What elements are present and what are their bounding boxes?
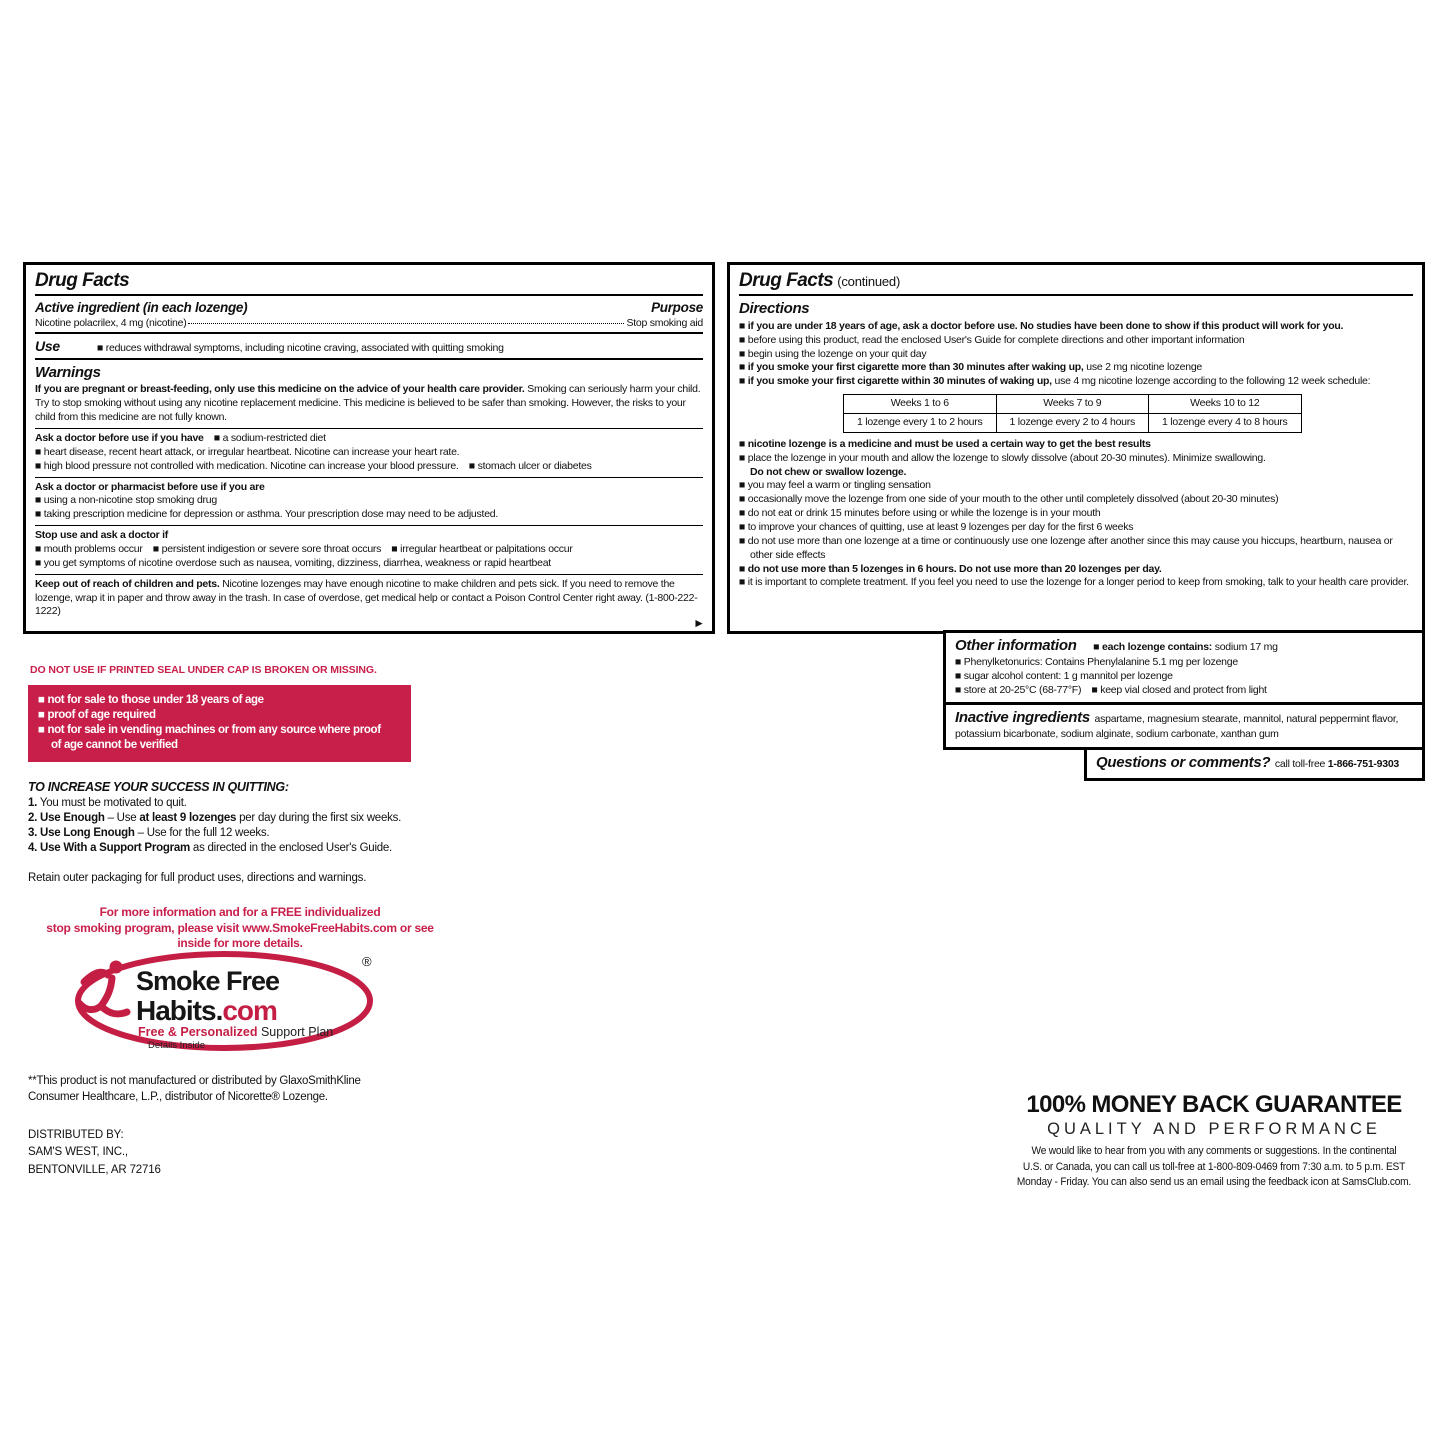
registered-mark: ®	[362, 954, 372, 969]
direction-item: ■ if you smoke your first cigarette within 30 minutes of waking up, use 4 mg nicotine lozenge according to the following 12 week schedule:	[739, 375, 1371, 388]
success-tips-section	[28, 779, 401, 857]
questions-box	[1084, 747, 1425, 781]
logo-habits-text: Habits.com	[136, 995, 277, 1026]
schedule-header-cell: Weeks 7 to 9	[996, 395, 1149, 414]
age-restriction-box	[28, 685, 411, 762]
divider	[35, 428, 703, 429]
logo-com-text: com	[222, 995, 277, 1026]
schedule-header-cell: Weeks 10 to 12	[1149, 395, 1302, 414]
manufacturer-disclaimer	[28, 1073, 361, 1105]
guarantee-body-line: Monday - Friday. You can also send us an email using the feedback icon at SamsClub.com.	[1016, 1176, 1412, 1189]
keep-out-of-reach-text: Keep out of reach of children and pets. Nicotine lozenges may have enough nicotine to make children and pets sick. If you need to remove the lozenge, wrap it in paper and throw away in the trash. In case of overdose, get medical help or contact a Poison Control Center right away. (1-800-222-1222)	[35, 577, 698, 618]
direction-item-continuation: Do not chew or swallow lozenge.	[750, 465, 907, 478]
use-heading: Use	[35, 337, 60, 354]
other-information-line: ■ sugar alcohol content: 1 g mannitol per lozenge	[955, 669, 1173, 682]
ask-doctor-line: Ask a doctor before use if you have ■ a sodium-restricted diet	[35, 431, 326, 444]
divider	[739, 294, 1413, 296]
success-tip-item: 2. Use Enough – Use at least 9 lozenges per day during the first six weeks.	[28, 811, 402, 824]
divider	[35, 294, 703, 296]
ask-doctor-line: ■ heart disease, recent heart attack, or irregular heartbeat. Nicotine can increase your heart rate.	[35, 445, 460, 458]
runner-head	[110, 961, 123, 974]
ask-doctor-line: ■ high blood pressure not controlled with medication. Nicotine can increase your blood pressure. ■ stomach ulcer or diabetes	[35, 459, 592, 472]
success-tip-item: 3. Use Long Enough – Use for the full 12 weeks.	[28, 827, 270, 840]
promo-line: For more information and for a FREE individualized	[99, 905, 381, 919]
continue-arrow-icon: ►	[693, 616, 705, 630]
divider	[35, 358, 703, 360]
direction-item: ■ begin using the lozenge on your quit day	[739, 347, 927, 360]
runner-icon	[79, 972, 127, 1014]
toll-free-number: 1-866-751-9303	[1327, 758, 1400, 771]
other-information-heading: Other information	[955, 637, 1077, 654]
retain-packaging-note: Retain outer packaging for full product uses, directions and warnings.	[28, 872, 367, 884]
purpose-value: Stop smoking aid	[626, 316, 703, 329]
dot-leader	[188, 323, 624, 324]
distributor-line: SAM'S WEST, INC.,	[28, 1146, 128, 1159]
direction-item: ■ do not eat or drink 15 minutes before using or while the lozenge is in your mouth	[739, 507, 1101, 520]
schedule-value-cell: 1 lozenge every 2 to 4 hours	[996, 414, 1149, 433]
drug-facts-title: Drug Facts	[35, 270, 130, 291]
supplementary-boxes	[943, 630, 1425, 781]
active-ingredient-heading: Active ingredient (in each lozenge)	[35, 300, 248, 316]
active-ingredient-name: Nicotine polacrilex, 4 mg (nicotine)	[35, 316, 187, 329]
manufacturer-disclaimer-line: Consumer Healthcare, L.P., distributor of Nicorette® Lozenge.	[28, 1091, 328, 1104]
distributor-line: DISTRIBUTED BY:	[28, 1129, 124, 1141]
stop-use-line: ■ mouth problems occur ■ persistent indigestion or severe sore throat occurs ■ irregular heartbeat or palpitations occur	[35, 543, 573, 555]
guarantee-title: 100% MONEY BACK GUARANTEE	[1026, 1091, 1402, 1118]
logo-smokefree-text: Smoke Free	[136, 966, 280, 996]
ask-pharmacist-line: ■ taking prescription medicine for depression or asthma. Your prescription dose may need to be adjusted.	[35, 508, 499, 521]
directions-heading: Directions	[739, 300, 810, 318]
promo-line: stop smoking program, please visit www.SmokeFreeHabits.com or see	[46, 920, 434, 935]
distributor-info	[28, 1127, 161, 1179]
success-tip-item: 4. Use With a Support Program as directed in the enclosed User's Guide.	[28, 842, 392, 855]
direction-item: ■ to improve your chances of quitting, use at least 9 lozenges per day for the first 6 weeks	[739, 521, 1134, 534]
logo-tagline-black: Support Plan	[257, 1025, 334, 1039]
success-tips-heading: TO INCREASE YOUR SUCCESS IN QUITTING:	[28, 780, 289, 794]
inactive-ingredients-text: aspartame, magnesium stearate, mannitol, natural peppermint flavor, potassium bicarbonate, sodium alginate, sodium carbonate, xanthan gum	[955, 713, 1399, 741]
logo-tagline: Free & Personalized Support Plan	[138, 1025, 334, 1039]
drug-facts-panel	[23, 262, 715, 634]
ask-pharmacist-line: ■ using a non-nicotine stop smoking drug	[35, 494, 217, 507]
seal-warning-text: DO NOT USE IF PRINTED SEAL UNDER CAP IS BROKEN OR MISSING.	[30, 664, 377, 676]
ask-pharmacist-line: Ask a doctor or pharmacist before use if you are	[35, 480, 265, 493]
direction-item: ■ nicotine lozenge is a medicine and must be used a certain way to get the best results	[739, 437, 1151, 450]
direction-item: ■ it is important to complete treatment. If you feel you need to use the lozenge for a longer period to keep from smoking, talk to your health care provider.	[739, 576, 1409, 589]
stop-use-line: Stop use and ask a doctor if	[35, 529, 169, 542]
age-restriction-line: ■ not for sale to those under 18 years of age	[38, 694, 264, 706]
direction-item: ■ you may feel a warm or tingling sensation	[739, 479, 931, 492]
questions-text: call toll-free	[1272, 758, 1328, 771]
other-information-line: ■ each lozenge contains: sodium 17 mg	[1093, 641, 1278, 653]
other-information-line: ■ Phenylketonurics: Contains Phenylalanine 5.1 mg per lozenge	[955, 655, 1238, 668]
direction-item: ■ before using this product, read the enclosed User's Guide for complete directions and other important information	[739, 333, 1245, 346]
age-restriction-line: of age cannot be verified	[51, 738, 178, 751]
divider	[35, 574, 703, 575]
promo-line: inside for more details.	[177, 936, 303, 951]
guarantee-body	[1015, 1144, 1414, 1191]
warnings-intro: If you are pregnant or breast-feeding, only use this medicine on the advice of your health care provider. Smoking can seriously harm your child. Try to stop smoking without using any nicotine replacement medicine. This medicine is believed to be safer than smoking. However, the risks to your child from this medicine are not fully known.	[35, 383, 701, 424]
other-information-box	[943, 630, 1425, 705]
manufacturer-disclaimer-line: **This product is not manufactured or distributed by GlaxoSmithKline	[28, 1075, 361, 1087]
direction-item: ■ occasionally move the lozenge from one side of your mouth to the other until completely dissolved (about 20-30 minutes)	[739, 493, 1279, 506]
distributor-line: BENTONVILLE, AR 72716	[28, 1163, 161, 1176]
divider	[35, 332, 703, 334]
direction-item: ■ place the lozenge in your mouth and allow the lozenge to slowly dissolve (about 20-30 minutes). Minimize swallowing.	[739, 451, 1266, 464]
smokefreehabits-logo	[64, 948, 382, 1067]
age-restriction-line: ■ not for sale in vending machines or from any source where proof	[38, 723, 381, 736]
success-tip-item: 1. You must be motivated to quit.	[28, 796, 187, 809]
money-back-guarantee-section	[1002, 1091, 1426, 1191]
inactive-ingredients-box	[943, 702, 1425, 750]
drug-facts-continued-panel	[727, 262, 1425, 634]
schedule-header-cell: Weeks 1 to 6	[844, 395, 997, 414]
questions-heading: Questions or comments?	[1096, 754, 1271, 772]
direction-item: ■ if you are under 18 years of age, ask a doctor before use. No studies have been done to show if this product will work for you.	[739, 319, 1344, 332]
direction-item: ■ if you smoke your first cigarette more than 30 minutes after waking up, use 2 mg nicotine lozenge	[739, 361, 1203, 374]
guarantee-subtitle: QUALITY AND PERFORMANCE	[1047, 1120, 1381, 1138]
guarantee-body-line: U.S. or Canada, you can call us toll-free at 1-800-809-0469 from 7:30 a.m. to 5 p.m. EST	[1022, 1160, 1406, 1173]
guarantee-body-line: We would like to hear from you with any comments or suggestions. In the continental	[1031, 1145, 1397, 1157]
purpose-heading: Purpose	[651, 300, 703, 316]
use-text: ■ reduces withdrawal symptoms, including nicotine craving, associated with quitting smoking	[97, 341, 504, 354]
drug-facts-continued-title: Drug Facts	[739, 270, 834, 291]
logo-details-text: Details Inside	[148, 1040, 206, 1051]
inactive-ingredients-heading: Inactive ingredients	[955, 709, 1090, 727]
continued-label: (continued)	[837, 274, 901, 289]
age-restriction-line: ■ proof of age required	[38, 708, 156, 721]
schedule-value-cell: 1 lozenge every 1 to 2 hours	[844, 414, 997, 433]
dosing-schedule-table	[843, 394, 1302, 433]
divider	[35, 525, 703, 526]
schedule-value-cell: 1 lozenge every 4 to 8 hours	[1149, 414, 1302, 433]
promo-text	[12, 905, 468, 952]
direction-item: ■ do not use more than 5 lozenges in 6 hours. Do not use more than 20 lozenges per day.	[739, 562, 1162, 575]
divider	[35, 477, 703, 478]
direction-item: ■ do not use more than one lozenge at a time or continuously use one lozenge after another since this may cause you hiccups, heartburn, nausea or other side effects	[739, 534, 1393, 561]
warnings-heading: Warnings	[35, 363, 101, 381]
other-information-line: ■ store at 20-25°C (68-77°F) ■ keep vial closed and protect from light	[955, 683, 1267, 696]
stop-use-line: ■ you get symptoms of nicotine overdose such as nausea, vomiting, dizziness, diarrhea, weakness or rapid heartbeat	[35, 556, 551, 569]
